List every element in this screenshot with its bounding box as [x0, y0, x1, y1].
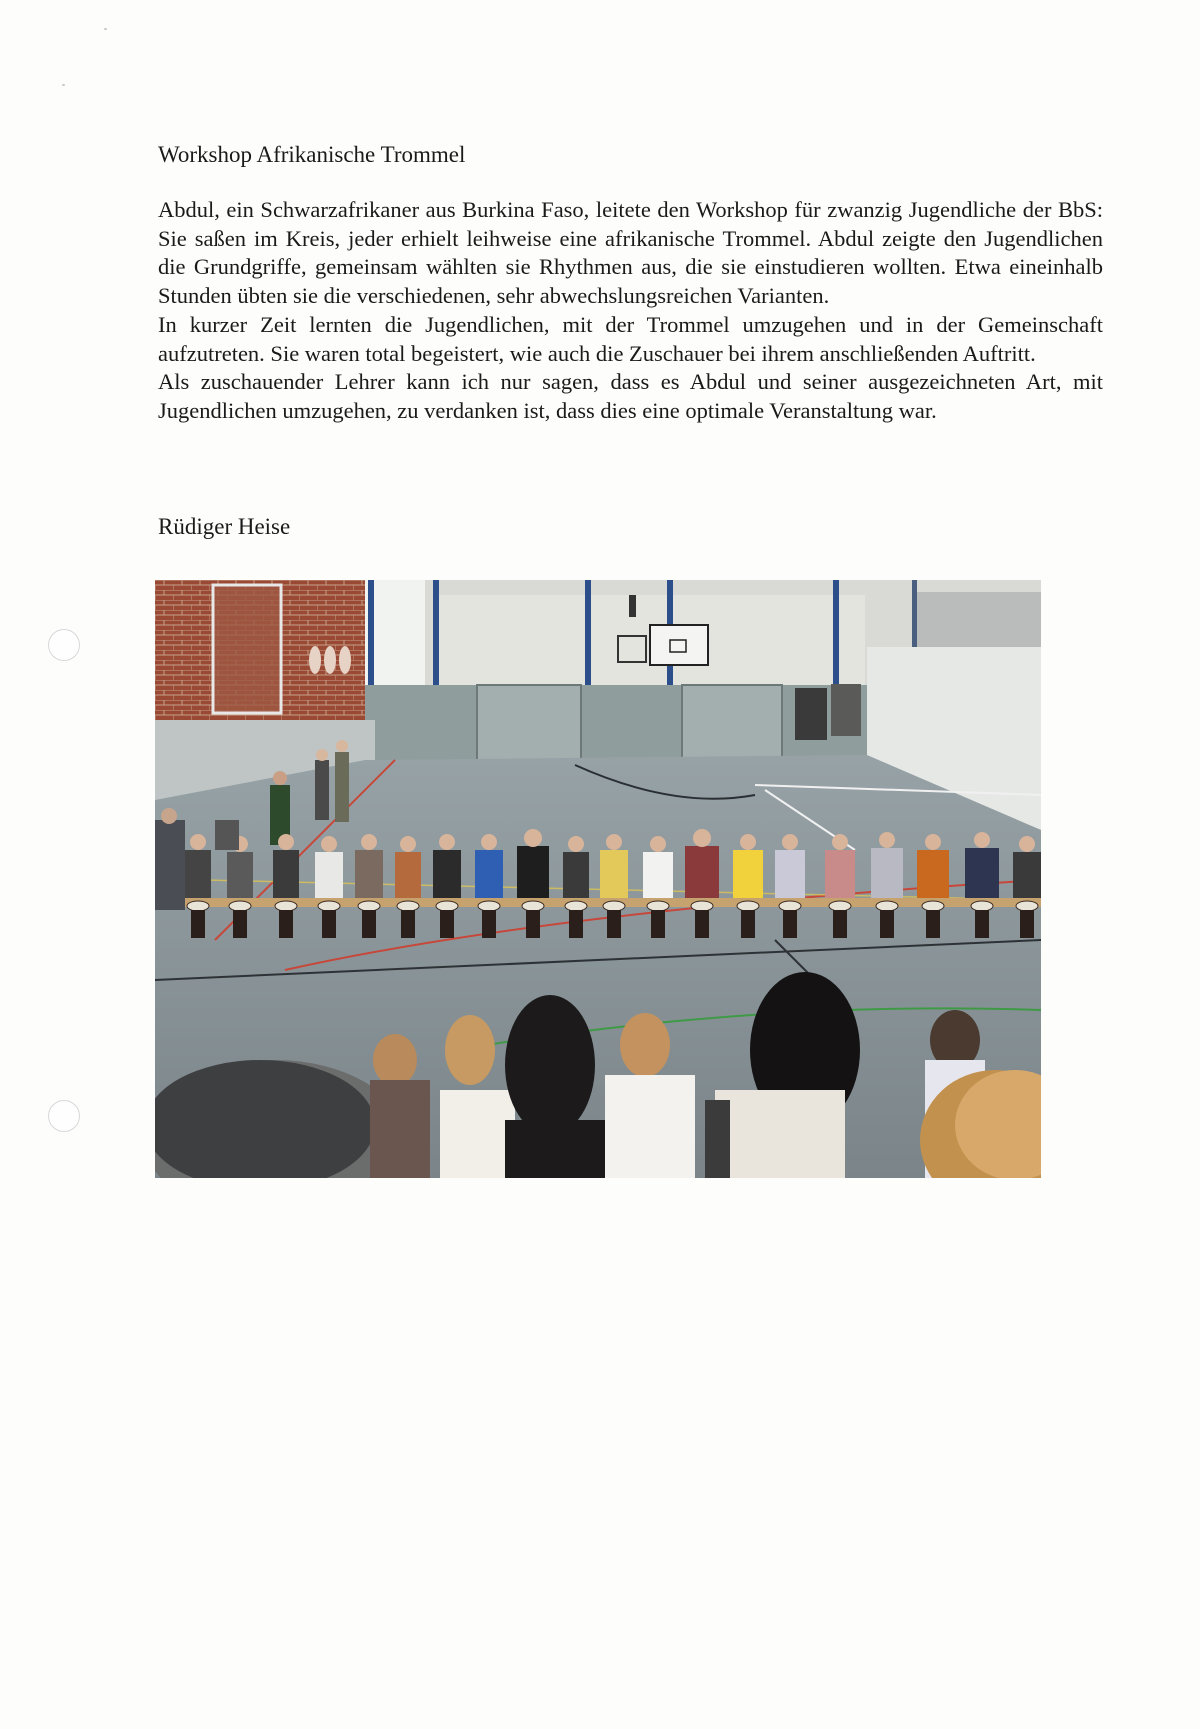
body-text: [158, 196, 1103, 426]
punch-hole-top: [48, 629, 80, 661]
document-title: Workshop Afrikanische Trommel: [158, 142, 466, 167]
paragraph-3: Als zuschauender Lehrer kann ich nur sagen, dass es Abdul und seiner ausgezeichneten Art, mit Jugendlichen umzugehen, zu verdanken ist, dass dies eine optimale Veranstaltung war.: [158, 369, 1103, 423]
paragraph-2: In kurzer Zeit lernten die Jugendlichen, mit der Trommel umzugehen und in der Gemeinschaft aufzutreten. Sie waren total begeistert, wie auch die Zuschauer bei ihrem anschließenden Auftritt.: [158, 311, 1103, 366]
punch-hole-bottom: [48, 1100, 80, 1132]
scan-speck: [104, 28, 107, 30]
author-signature: Rüdiger Heise: [158, 514, 291, 539]
scan-speck: [62, 84, 65, 86]
workshop-photo: [155, 580, 1041, 1178]
paragraph-1: Abdul, ein Schwarzafrikaner aus Burkina Faso, leitete den Workshop für zwanzig Jugendliche der BbS: Sie saßen im Kreis, jeder erhielt leihweise eine afrikanische Trommel. Abdul zeigte den Jugendlichen die Grundgriffe, gemeinsam wählten sie Rhythmen aus, die sie einstudieren wollten. Etwa eineinhalb Stunden übten sie die verschiedenen, sehr abwechslungsreichen Varianten.: [158, 197, 1103, 309]
